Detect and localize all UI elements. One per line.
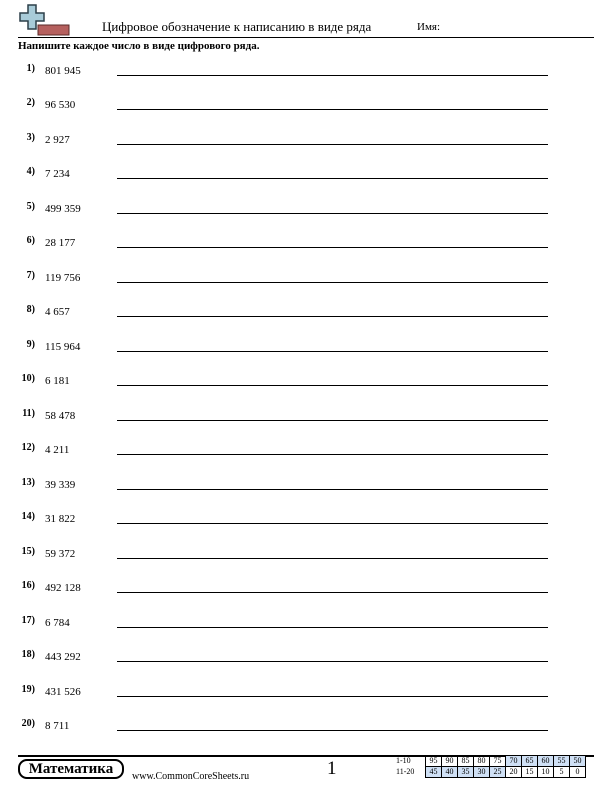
answer-line[interactable]: [117, 109, 548, 110]
score-cell: 0: [570, 767, 586, 778]
score-cell: 60: [538, 756, 554, 767]
problem-value: 4 657: [45, 306, 70, 318]
answer-line[interactable]: [117, 316, 548, 317]
brand-badge: Математика: [18, 759, 124, 779]
problem-number: 19): [21, 684, 35, 695]
worksheet-footer: [0, 752, 612, 792]
score-cell: 20: [506, 767, 522, 778]
problem-number: 14): [21, 511, 35, 522]
answer-line[interactable]: [117, 178, 548, 179]
problem-value: 115 964: [45, 341, 81, 353]
problem-number: 7): [26, 270, 35, 281]
problem-value: 119 756: [45, 272, 81, 284]
answer-line[interactable]: [117, 661, 548, 662]
problem-value: 2 927: [45, 134, 70, 146]
answer-line[interactable]: [117, 592, 548, 593]
problem-item: [0, 63, 612, 83]
problem-value: 39 339: [45, 479, 76, 491]
problem-item: [0, 201, 612, 221]
problem-item: [0, 235, 612, 255]
problem-value: 6 181: [45, 375, 70, 387]
problem-value: 96 530: [45, 99, 76, 111]
score-cell: 30: [474, 767, 490, 778]
score-cell: 65: [522, 756, 538, 767]
score-cell: 5: [554, 767, 570, 778]
score-cell: 95: [426, 756, 442, 767]
problem-value: 499 359: [45, 203, 81, 215]
problem-item: [0, 615, 612, 635]
problem-item: [0, 477, 612, 497]
answer-line[interactable]: [117, 523, 548, 524]
answer-line[interactable]: [117, 282, 548, 283]
problem-value: 58 478: [45, 410, 76, 422]
answer-line[interactable]: [117, 730, 548, 731]
problem-number: 2): [26, 97, 35, 108]
score-cell: 75: [490, 756, 506, 767]
answer-line[interactable]: [117, 558, 548, 559]
answer-line[interactable]: [117, 247, 548, 248]
problem-value: 7 234: [45, 168, 70, 180]
problem-number: 6): [26, 235, 35, 246]
score-row: [396, 767, 586, 778]
problem-item: [0, 442, 612, 462]
name-label: Имя:: [417, 21, 441, 33]
problem-value: 59 372: [45, 548, 76, 560]
score-table: [396, 755, 586, 778]
problem-number: 9): [26, 339, 35, 350]
score-row: [396, 756, 586, 767]
problem-value: 492 128: [45, 582, 81, 594]
answer-line[interactable]: [117, 351, 548, 352]
instructions: Напишите каждое число в виде цифрового ряда.: [18, 40, 260, 52]
score-cell: 50: [570, 756, 586, 767]
score-cell: 15: [522, 767, 538, 778]
answer-line[interactable]: [117, 144, 548, 145]
score-row-label: 1-10: [396, 756, 411, 765]
answer-line[interactable]: [117, 213, 548, 214]
problem-item: [0, 511, 612, 531]
score-cell: 45: [426, 767, 442, 778]
page-title: Цифровое обозначение к написанию в виде ряда: [102, 19, 372, 34]
problem-value: 31 822: [45, 513, 76, 525]
problem-value: 8 711: [45, 720, 70, 732]
score-cell: 80: [474, 756, 490, 767]
problem-number: 1): [26, 63, 35, 74]
problem-number: 13): [21, 477, 35, 488]
problem-value: 6 784: [45, 617, 70, 629]
score-cell: 90: [442, 756, 458, 767]
score-cell: 25: [490, 767, 506, 778]
problem-value: 4 211: [45, 444, 70, 456]
score-row-label: 11-20: [396, 767, 415, 776]
website-link[interactable]: www.CommonCoreSheets.ru: [132, 771, 250, 782]
problem-number: 3): [26, 132, 35, 143]
answer-line[interactable]: [117, 627, 548, 628]
page-number: 1: [327, 758, 337, 779]
problem-number: 10): [21, 373, 35, 384]
problem-item: [0, 97, 612, 117]
problem-item: [0, 649, 612, 669]
problem-item: [0, 684, 612, 704]
problem-item: [0, 408, 612, 428]
answer-line[interactable]: [117, 75, 548, 76]
problem-item: [0, 270, 612, 290]
problem-item: [0, 304, 612, 324]
problem-number: 4): [26, 166, 35, 177]
problem-number: 12): [21, 442, 35, 453]
problem-value: 28 177: [45, 237, 76, 249]
problem-value: 443 292: [45, 651, 81, 663]
answer-line[interactable]: [117, 696, 548, 697]
score-cell: 55: [554, 756, 570, 767]
answer-line[interactable]: [117, 454, 548, 455]
problem-item: [0, 132, 612, 152]
problem-item: [0, 546, 612, 566]
problem-item: [0, 339, 612, 359]
problem-item: [0, 373, 612, 393]
problem-value: 431 526: [45, 686, 81, 698]
answer-line[interactable]: [117, 385, 548, 386]
problem-number: 8): [26, 304, 35, 315]
score-cell: 10: [538, 767, 554, 778]
problem-number: 17): [21, 615, 35, 626]
score-cell: 70: [506, 756, 522, 767]
problem-number: 11): [22, 408, 35, 419]
problem-number: 15): [21, 546, 35, 557]
problem-number: 16): [21, 580, 35, 591]
answer-line[interactable]: [117, 420, 548, 421]
problem-number: 18): [21, 649, 35, 660]
problem-number: 20): [21, 718, 35, 729]
problem-value: 801 945: [45, 65, 81, 77]
problem-item: [0, 718, 612, 738]
score-cell: 85: [458, 756, 474, 767]
score-cell: 35: [458, 767, 474, 778]
problem-number: 5): [26, 201, 35, 212]
answer-line[interactable]: [117, 489, 548, 490]
problem-item: [0, 580, 612, 600]
problem-item: [0, 166, 612, 186]
score-cell: 40: [442, 767, 458, 778]
